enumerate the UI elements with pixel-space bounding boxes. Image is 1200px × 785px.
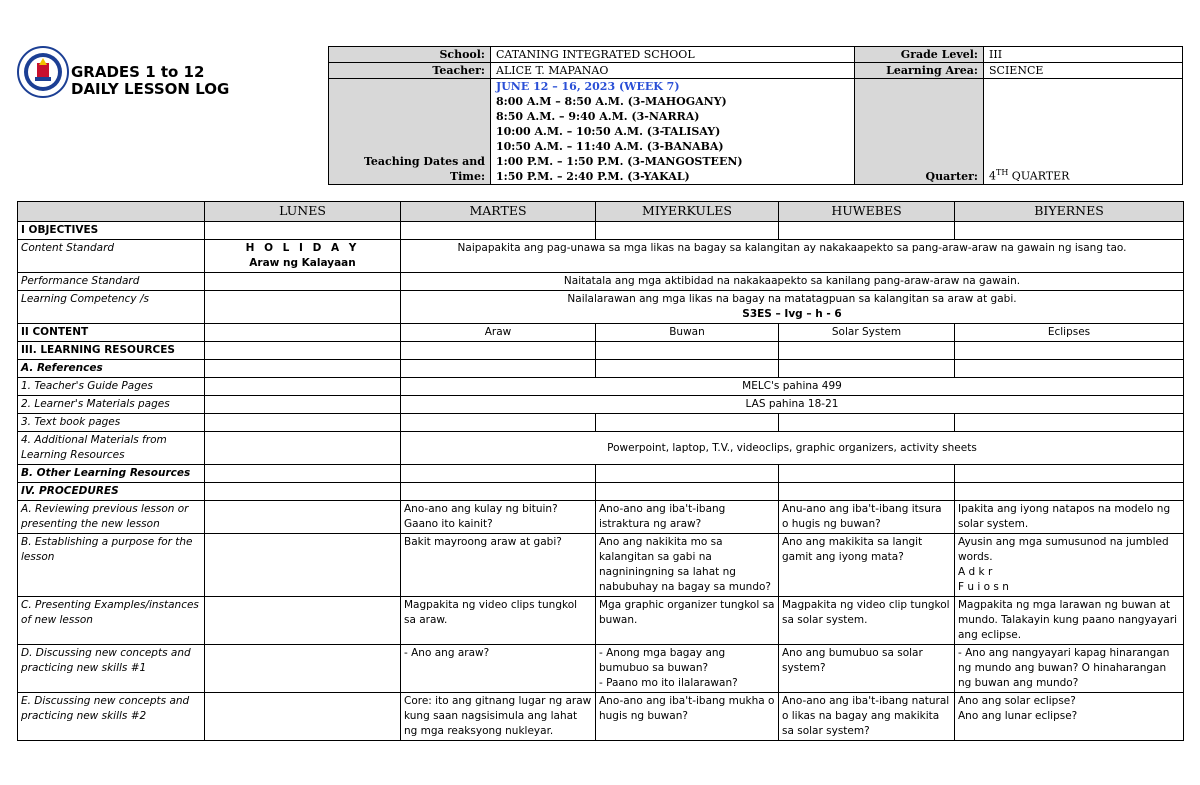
teacher-label: Teacher:: [329, 63, 491, 79]
row-label-competency: Learning Competency /s: [18, 291, 205, 324]
schedule-line: 10:50 A.M. – 11:40 A.M. (3-BANABA): [496, 140, 724, 153]
day-header: MARTES: [401, 202, 596, 222]
quarter-value: [984, 79, 1183, 185]
procedure-cell: Bakit mayroong araw at gabi?: [401, 534, 596, 597]
holiday-title: H O L I D A Y: [245, 242, 360, 254]
deped-seal-icon: [17, 46, 69, 98]
dates-label: Teaching Dates and Time:: [329, 79, 491, 185]
schedule-line: 1:00 P.M. – 1:50 P.M. (3-MANGOSTEEN): [496, 155, 743, 168]
row-label-performance-standard: Performance Standard: [18, 273, 205, 291]
corner-cell: [18, 202, 205, 222]
day-header: LUNES: [205, 202, 401, 222]
section-procedures: IV. PROCEDURES: [18, 483, 205, 501]
procedure-cell: Ano ang bumubuo sa solar system?: [779, 645, 955, 693]
school-value: CATANING INTEGRATED SCHOOL: [491, 47, 855, 63]
quarter-label: Quarter:: [855, 79, 984, 185]
procedure-cell: Ipakita ang iyong natapos na modelo ng solar system.: [955, 501, 1184, 534]
row-label-tg: 1. Teacher's Guide Pages: [18, 378, 205, 396]
holiday-cell: [205, 240, 401, 273]
row-label-d: D. Discussing new concepts and practicing new skills #1: [18, 645, 205, 693]
school-label: School:: [329, 47, 491, 63]
procedure-cell: Anu-ano ang iba't-ibang itsura o hugis ng buwan?: [779, 501, 955, 534]
procedure-cell: - Ano ang nangyayari kapag hinarangan ng mundo ang buwan? O hinaharangan ng buwan ang mundo?: [955, 645, 1184, 693]
quarter-num: 4: [989, 170, 996, 183]
additional-text: Powerpoint, laptop, T.V., videoclips, graphic organizers, activity sheets: [401, 432, 1184, 465]
procedure-cell: Ano-ano ang iba't-ibang mukha o hugis ng buwan?: [596, 693, 779, 741]
procedure-cell: Magpakita ng mga larawan ng buwan at mundo. Talakayin kung paano nangyayari ang eclipse.: [955, 597, 1184, 645]
procedure-cell: Ano-ano ang iba't-ibang natural o likas na bagay ang makikita sa solar system?: [779, 693, 955, 741]
info-table: [328, 46, 1183, 185]
dates-week: JUNE 12 – 16, 2023 (WEEK 7): [496, 80, 680, 93]
row-label-references: A. References: [18, 360, 205, 378]
schedule-line: 10:00 A.M. – 10:50 A.M. (3-TALISAY): [496, 125, 721, 138]
row-label-other: B. Other Learning Resources: [18, 465, 205, 483]
row-label-c: C. Presenting Examples/instances of new lesson: [18, 597, 205, 645]
dates-value: [491, 79, 855, 185]
content-item: Araw: [401, 324, 596, 342]
header-brand: [17, 46, 327, 136]
section-content: II CONTENT: [18, 324, 205, 342]
grade-label: Grade Level:: [855, 47, 984, 63]
procedure-cell: Ano ang solar eclipse? Ano ang lunar eclipse?: [955, 693, 1184, 741]
procedure-cell: Mga graphic organizer tungkol sa buwan.: [596, 597, 779, 645]
quarter-sup: TH: [996, 168, 1009, 178]
day-header: MIYERKULES: [596, 202, 779, 222]
competency-code: S3ES – Ivg – h - 6: [742, 308, 842, 320]
row-label-lm: 2. Learner's Materials pages: [18, 396, 205, 414]
procedure-cell: Magpakita ng video clips tungkol sa araw.: [401, 597, 596, 645]
teacher-value: ALICE T. MAPANAO: [491, 63, 855, 79]
lesson-log-table: [17, 201, 1184, 741]
procedure-cell: Ano-ano ang iba't-ibang istraktura ng araw?: [596, 501, 779, 534]
competency-cell: [401, 291, 1184, 324]
procedure-cell: Ayusin ang mga sumusunod na jumbled words. A d k r F u i o s n: [955, 534, 1184, 597]
quarter-word: QUARTER: [1008, 170, 1070, 183]
procedure-cell: Magpakita ng video clip tungkol sa solar system.: [779, 597, 955, 645]
content-item: Solar System: [779, 324, 955, 342]
area-value: SCIENCE: [984, 63, 1183, 79]
procedure-cell: - Ano ang araw?: [401, 645, 596, 693]
doc-title-line2: DAILY LESSON LOG: [71, 80, 230, 98]
schedule-line: 8:50 A.M. – 9:40 A.M. (3-NARRA): [496, 110, 700, 123]
area-label: Learning Area:: [855, 63, 984, 79]
holiday-sub: Araw ng Kalayaan: [249, 257, 356, 269]
procedure-cell: Ano ang makikita sa langit gamit ang iyong mata?: [779, 534, 955, 597]
lm-text: LAS pahina 18-21: [401, 396, 1184, 414]
grade-value: III: [984, 47, 1183, 63]
section-objectives: I OBJECTIVES: [18, 222, 205, 240]
row-label-content-standard: Content Standard: [18, 240, 205, 273]
procedure-cell: - Anong mga bagay ang bumubuo sa buwan? - Paano mo ito ilalarawan?: [596, 645, 779, 693]
row-label-a: A. Reviewing previous lesson or presenting the new lesson: [18, 501, 205, 534]
content-item: Buwan: [596, 324, 779, 342]
content-standard-text: Naipapakita ang pag-unawa sa mga likas na bagay sa kalangitan ay nakakaapekto sa pang-araw-araw na gawain ng isang tao.: [401, 240, 1184, 273]
row-label-e: E. Discussing new concepts and practicing new skills #2: [18, 693, 205, 741]
row-label-additional: 4. Additional Materials from Learning Resources: [18, 432, 205, 465]
competency-text: Nailalarawan ang mga likas na bagay na matatagpuan sa kalangitan sa araw at gabi.: [567, 293, 1017, 305]
schedule-line: 1:50 P.M. – 2:40 P.M. (3-YAKAL): [496, 170, 690, 183]
doc-title: [71, 64, 229, 98]
procedure-cell: Ano-ano ang kulay ng bituin? Gaano ito kainit?: [401, 501, 596, 534]
procedure-cell: Core: ito ang gitnang lugar ng araw kung saan nagsisimula ang lahat ng mga reaksyong nukleyar.: [401, 693, 596, 741]
doc-title-line1: GRADES 1 to 12: [71, 63, 205, 81]
procedure-cell: Ano ang nakikita mo sa kalangitan sa gabi na nagniningning sa lahat ng nabubuhay na bagay sa mundo?: [596, 534, 779, 597]
day-header: HUWEBES: [779, 202, 955, 222]
row-label-b: B. Establishing a purpose for the lesson: [18, 534, 205, 597]
content-item: Eclipses: [955, 324, 1184, 342]
day-header: BIYERNES: [955, 202, 1184, 222]
section-resources: III. LEARNING RESOURCES: [18, 342, 205, 360]
tg-text: MELC's pahina 499: [401, 378, 1184, 396]
performance-standard-text: Naitatala ang mga aktibidad na nakakaapekto sa kanilang pang-araw-araw na gawain.: [401, 273, 1184, 291]
schedule-line: 8:00 A.M – 8:50 A.M. (3-MAHOGANY): [496, 95, 727, 108]
row-label-textbook: 3. Text book pages: [18, 414, 205, 432]
